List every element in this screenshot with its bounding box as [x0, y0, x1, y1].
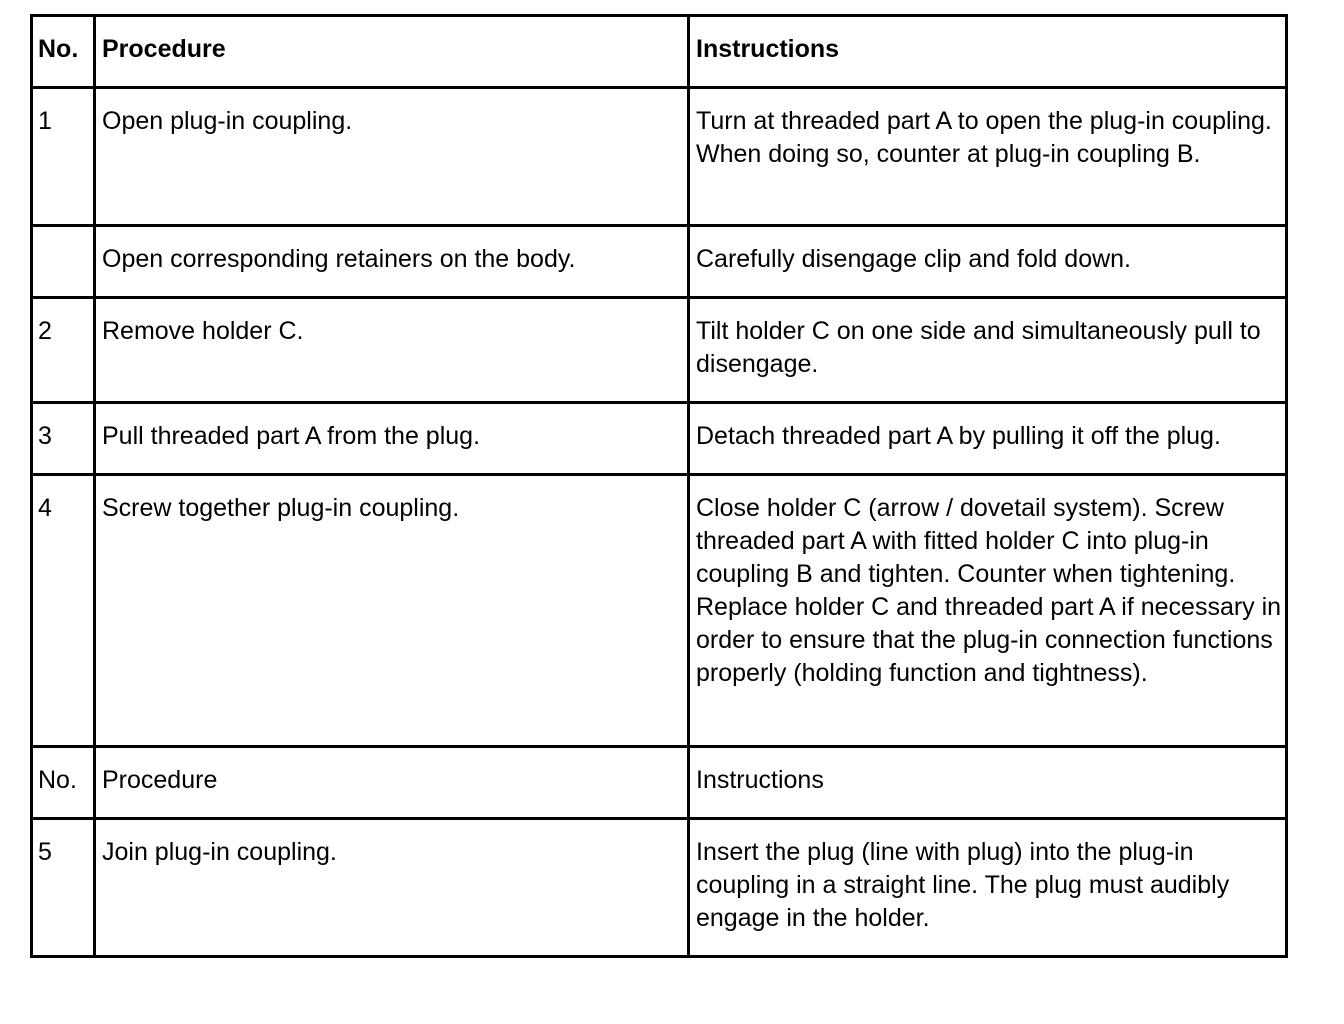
header-procedure: Procedure	[95, 16, 689, 88]
cell-no	[32, 226, 95, 298]
cell-instructions: Close holder C (arrow / dovetail system). Screw threaded part A with fitted holder C into plug-in coupling B and tighten. Counter when tightening. Replace holder C and threaded part A if necessary in order to ensure that the plug-in connection functions properly (holding function and tightness).	[689, 475, 1287, 747]
cell-procedure: Screw together plug-in coupling.	[95, 475, 689, 747]
cell-no: No.	[32, 747, 95, 819]
table-row	[32, 819, 1287, 957]
cell-instructions: Turn at threaded part A to open the plug-in coupling. When doing so, counter at plug-in coupling B.	[689, 88, 1287, 226]
cell-instructions: Insert the plug (line with plug) into the plug-in coupling in a straight line. The plug must audibly engage in the holder.	[689, 819, 1287, 957]
cell-no: 1	[32, 88, 95, 226]
cell-procedure: Procedure	[95, 747, 689, 819]
table-row	[32, 88, 1287, 226]
table-row	[32, 475, 1287, 747]
cell-instructions: Instructions	[689, 747, 1287, 819]
cell-no: 3	[32, 403, 95, 475]
cell-procedure: Pull threaded part A from the plug.	[95, 403, 689, 475]
cell-no: 4	[32, 475, 95, 747]
cell-instructions: Carefully disengage clip and fold down.	[689, 226, 1287, 298]
header-no: No.	[32, 16, 95, 88]
cell-no: 2	[32, 298, 95, 403]
cell-no: 5	[32, 819, 95, 957]
table-row	[32, 403, 1287, 475]
cell-procedure: Open corresponding retainers on the body.	[95, 226, 689, 298]
cell-instructions: Tilt holder C on one side and simultaneously pull to disengage.	[689, 298, 1287, 403]
table-header-row	[32, 16, 1287, 88]
table-row	[32, 298, 1287, 403]
header-instructions: Instructions	[689, 16, 1287, 88]
table-row	[32, 226, 1287, 298]
cell-procedure: Open plug-in coupling.	[95, 88, 689, 226]
table-repeated-header-row	[32, 747, 1287, 819]
cell-instructions: Detach threaded part A by pulling it off the plug.	[689, 403, 1287, 475]
procedure-table	[30, 14, 1288, 958]
cell-procedure: Join plug-in coupling.	[95, 819, 689, 957]
cell-procedure: Remove holder C.	[95, 298, 689, 403]
